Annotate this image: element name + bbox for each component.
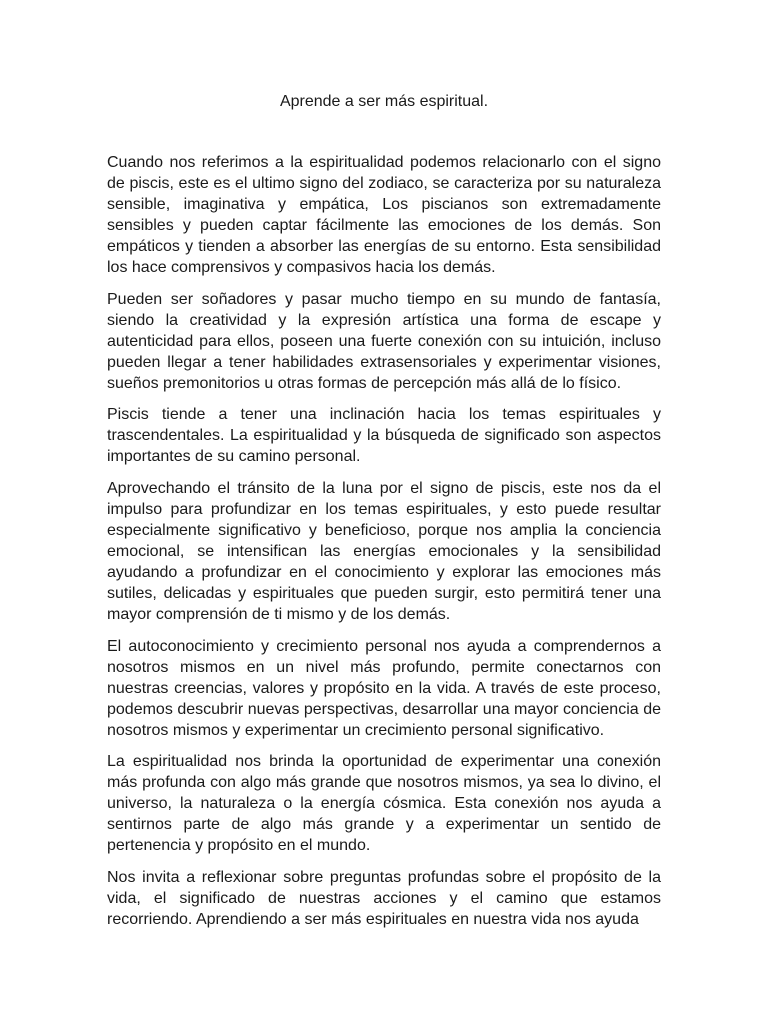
paragraph-3: Piscis tiende a tener una inclinación hacia los temas espirituales y trascendentales. La espiritualidad y la búsqueda de significado son aspectos importantes de su camino personal. (107, 406, 661, 466)
paragraph-7: Nos invita a reflexionar sobre preguntas profundas sobre el propósito de la vida, el significado de nuestras acciones y el camino que estamos recorriendo. Aprendiendo a ser más espirituales en nuestra vida nos ayuda (107, 869, 661, 929)
paragraph-4: Aprovechando el tránsito de la luna por el signo de piscis, este nos da el impulso para profundizar en los temas espirituales, y esto puede resultar especialmente significativo y beneficioso, porque nos amplia la conciencia emocional, se intensifican las energías emocionales y la sensibilidad ayudando a profundizar en el conocimiento y explorar las emociones más sutiles, delicadas y espirituales que pueden surgir, esto permitirá tener una mayor comprensión de ti mismo y de los demás. (107, 480, 661, 624)
paragraph-5: El autoconocimiento y crecimiento personal nos ayuda a comprendernos a nosotros mismos en un nivel más profundo, permite conectarnos con nuestras creencias, valores y propósito en la vida. A través de este proceso, podemos descubrir nuevas perspectivas, desarrollar una mayor conciencia de nosotros mismos y experimentar un crecimiento personal significativo. (107, 637, 661, 739)
paragraph-1: Cuando nos referimos a la espiritualidad podemos relacionarlo con el signo de piscis, este es el ultimo signo del zodiaco, se caracteriza por su naturaleza sensible, imaginativa y empática, Los piscianos son extremadamente sensibles y pueden captar fácilmente las emociones de los demás. Son empáticos y tienden a absorber las energías de su entorno. Esta sensibilidad los hace comprensivos y compasivos hacia los demás. (107, 154, 661, 276)
paragraph-6: La espiritualidad nos brinda la oportunidad de experimentar una conexión más profunda con algo más grande que nosotros mismos, ya sea lo divino, el universo, la naturaleza o la energía cósmica. Esta conexión nos ayuda a sentirnos parte de algo más grande y a experimentar un sentido de pertenencia y propósito en el mundo. (107, 753, 661, 855)
document-body (107, 152, 661, 941)
document-title: Aprende a ser más espiritual. (279, 93, 489, 110)
paragraph-2: Pueden ser soñadores y pasar mucho tiempo en su mundo de fantasía, siendo la creatividad y la expresión artística una forma de escape y autenticidad para ellos, poseen una fuerte conexión con su intuición, incluso pueden llegar a tener habilidades extrasensoriales y experimentar visiones, sueños premonitorios u otras formas de percepción más allá de lo físico. (107, 290, 661, 392)
